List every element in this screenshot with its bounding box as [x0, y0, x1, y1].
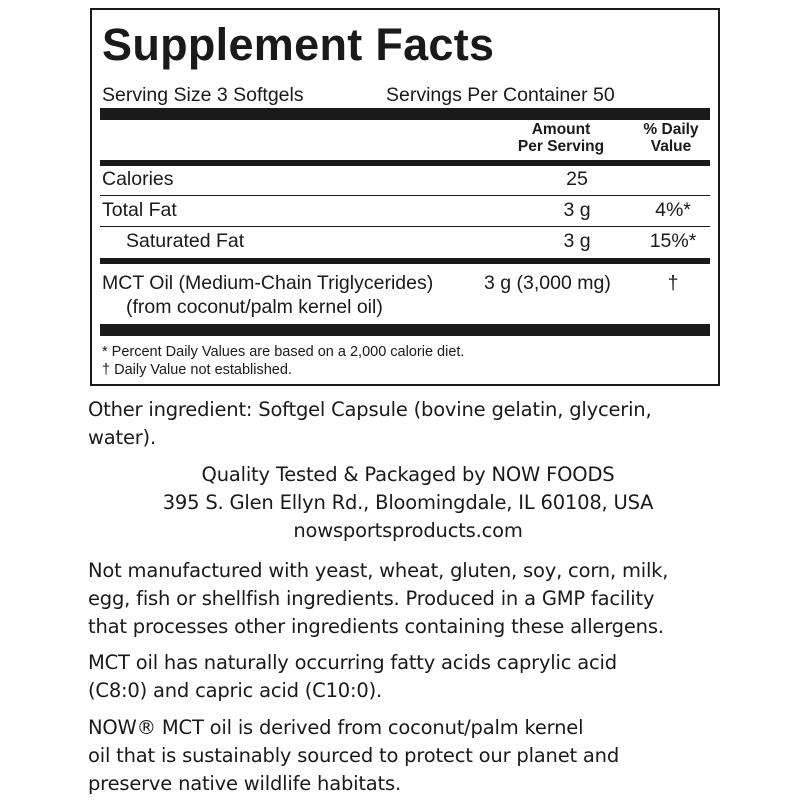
- text-line: 395 S. Glen Ellyn Rd., Bloomingdale, IL 60108, USA: [162, 491, 654, 514]
- divider-thick-bottom: [100, 324, 710, 336]
- mct-oil-amount: 3 g (3,000 mg): [484, 272, 611, 294]
- fatty-acids-statement: [88, 649, 728, 705]
- text-line: egg, fish or shellfish ingredients. Produced in a GMP facility: [88, 587, 655, 610]
- servings-per-container: Servings Per Container 50: [386, 84, 615, 106]
- divider-row: [100, 226, 710, 227]
- nutrient-name: Total Fat: [102, 199, 177, 221]
- allergen-statement: [88, 557, 728, 641]
- text-line: preserve native wildlife habitats.: [88, 772, 401, 795]
- column-header-amount: Amount Per Serving: [517, 121, 605, 155]
- nutrient-name: Saturated Fat: [126, 230, 245, 252]
- website-text: nowsportsproducts.com: [293, 519, 523, 542]
- sourcing-statement: [88, 714, 728, 798]
- serving-size: Serving Size 3 Softgels: [102, 84, 304, 106]
- text-line: water).: [88, 426, 156, 449]
- text-line: (C8:0) and capric acid (C10:0).: [88, 679, 382, 702]
- nutrient-daily-value: 4%*: [655, 199, 691, 221]
- nutrient-amount: 3 g: [563, 199, 591, 221]
- text-line: Other ingredient: Softgel Capsule (bovine gelatin, glycerin,: [88, 398, 652, 421]
- footnote-dv-not-established: † Daily Value not established.: [102, 362, 292, 378]
- manufacturer-info: [88, 461, 728, 545]
- text-line: that processes other ingredients containing these allergens.: [88, 615, 664, 638]
- divider-thick-top: [100, 108, 710, 120]
- text-line: NOW® MCT oil is derived from coconut/palm kernel: [88, 716, 584, 739]
- nutrient-amount: 25: [566, 168, 588, 190]
- mct-oil-daily-value: †: [667, 272, 679, 294]
- text-line: MCT oil has naturally occurring fatty acids caprylic acid: [88, 651, 617, 674]
- other-ingredients: [88, 396, 728, 452]
- divider-mct: [100, 258, 710, 264]
- footnote-percent-dv: * Percent Daily Values are based on a 2,000 calorie diet.: [102, 344, 465, 360]
- nutrient-name: Calories: [102, 168, 174, 190]
- divider-row: [100, 195, 710, 196]
- text-line: oil that is sustainably sourced to protect our planet and: [88, 744, 620, 767]
- mct-oil-name: MCT Oil (Medium-Chain Triglycerides): [102, 272, 434, 294]
- text-line: Not manufactured with yeast, wheat, gluten, soy, corn, milk,: [88, 559, 669, 582]
- column-header-daily-value: % Daily Value: [643, 121, 699, 155]
- nutrient-daily-value: 15%*: [649, 230, 697, 252]
- supplement-facts-panel: [90, 8, 720, 386]
- divider-header: [100, 160, 710, 166]
- panel-title: Supplement Facts: [102, 19, 495, 70]
- mct-oil-source: (from coconut/palm kernel oil): [126, 296, 383, 318]
- text-line: Quality Tested & Packaged by NOW FOODS: [201, 463, 615, 486]
- nutrient-amount: 3 g: [563, 230, 591, 252]
